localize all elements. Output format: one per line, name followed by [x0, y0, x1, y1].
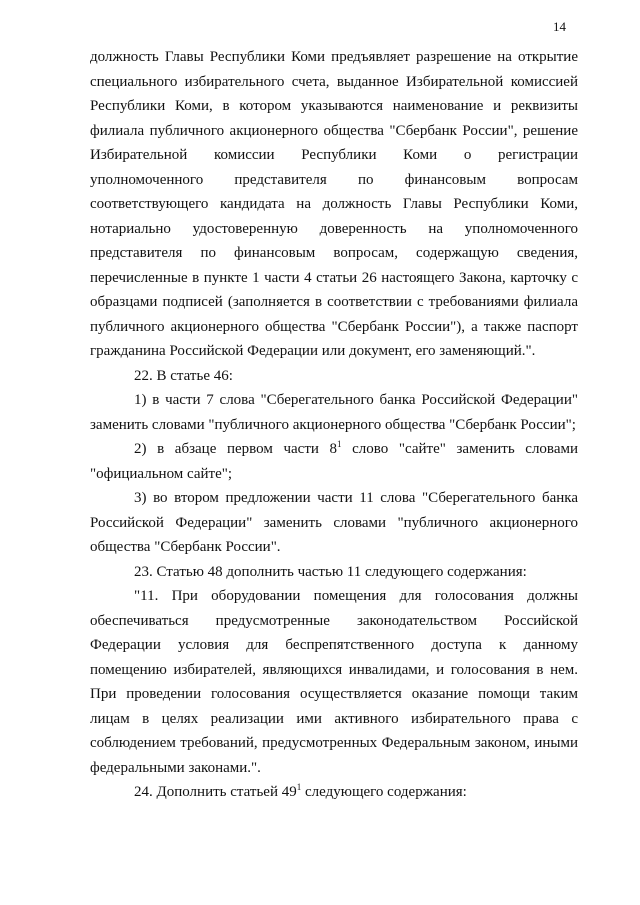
page-number: 14: [553, 19, 566, 34]
subitem-2-text-start: 2) в абзаце первом части 8: [134, 441, 338, 457]
paragraph-item-24: [90, 780, 578, 805]
paragraph-subitem-2: [90, 437, 578, 486]
paragraph-subitem-3: 3) во втором предложении части 11 слова "Сберегательного банка Российской Федерации" заменить словами "публичного акционерного общества "Сбербанк России".: [90, 490, 578, 555]
document-body: [90, 45, 578, 805]
superscript-mark: 1: [296, 782, 302, 792]
item-24-text-end: следующего содержания:: [301, 784, 467, 800]
paragraph-quoted-part-11: "11. При оборудовании помещения для голосования должны обеспечиваться предусмотренные законодательством Российской Федерации условия для беспрепятственного доступа к данному помещению избирателей, являющихся инвалидами, и голосования в нем. При проведении голосования осуществляется оказание помощи таким лицам в целях реализации ими активного избирательного права с соблюдением требований, предусмотренных Федеральным законом, иными федеральными законами.".: [90, 588, 578, 776]
paragraph-continuation: должность Главы Республики Коми предъявляет разрешение на открытие специального избирательного счета, выданное Избирательной комиссией Республики Коми, в котором указываются наименование и реквизиты филиала публичного акционерного общества "Сбербанк России", решение Избирательной комиссии Республики Коми о регистрации уполномоченного представителя по финансовым вопросам соответствующего кандидата на должность Главы Республики Коми, нотариально удостоверенную доверенность на уполномоченного представителя по финансовым вопросам, содержащую сведения, перечисленные в пункте 1 части 4 статьи 26 настоящего Закона, карточку с образцами подписей (заполняется в соответствии с требованиями филиала публичного акционерного общества "Сбербанк России"), а также паспорт гражданина Российской Федерации или документ, его заменяющий.".: [90, 49, 578, 359]
superscript-mark: 1: [337, 439, 342, 449]
item-24-text-start: 24. Дополнить статьей 49: [134, 784, 297, 800]
subitem-2-text-end: слово "сайте" заменить словами "официальном сайте";: [90, 441, 578, 482]
paragraph-item-23: 23. Статью 48 дополнить частью 11 следующего содержания:: [134, 563, 527, 580]
paragraph-subitem-1: 1) в части 7 слова "Сберегательного банка Российской Федерации" заменить словами "публичного акционерного общества "Сбербанк России";: [90, 392, 578, 433]
paragraph-item-22: 22. В статье 46:: [134, 367, 233, 384]
